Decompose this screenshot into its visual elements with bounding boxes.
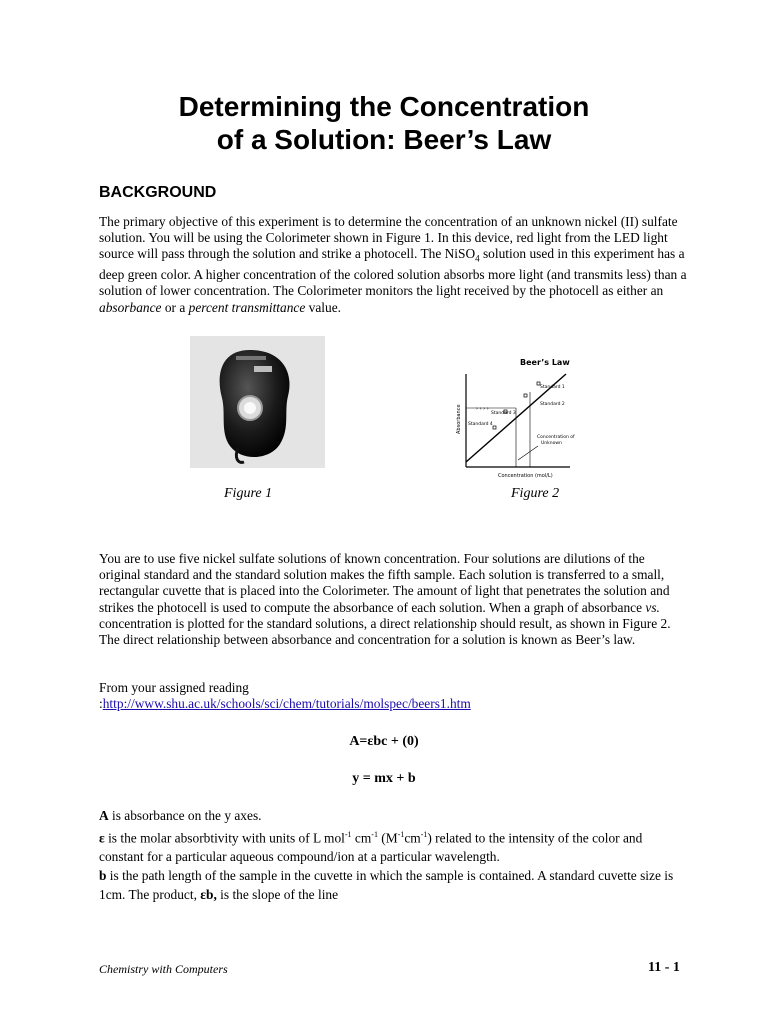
title-line-2: of a Solution: Beer’s Law [216,124,552,155]
standard-point [493,426,496,429]
paragraph-reading: From your assigned reading :http://www.shu.ac.uk/schools/sci/chem/tutorials/molspec/beers1.htm [99,680,689,712]
paragraph-definitions: A is absorbance on the y axes. ε is the molar absorbtivity with units of L mol$^{-1}$ $cm^{-1}$ $(M^{-1}cm^{-1})$ related to the intensity of the color and constant for a particular aqueous compound/ion at a particular wavelength. b is the path length of the sample in the cuvette in which the sample is contained. A standard cuvette size is 1cm. The product, εb, is the slope of the line [99,808,674,903]
colorimeter-photo [190,336,325,468]
x-axis-label: Concentration (mol/L) [498,473,553,479]
figure-2-caption: Figure 2 [511,486,560,501]
figure-1-caption: Figure 1 [224,486,273,501]
beers-law-equation: A=εbc + (0) [349,734,419,749]
footer-book-title: Chemistry with Computers [99,962,228,976]
arrow-marks: › › › › [476,406,489,412]
standard-point [524,394,527,397]
title-line-1: Determining the Concentration [178,91,590,122]
line-equation: y = mx + b [352,771,416,786]
colorimeter-icon [190,336,325,468]
beers-law-graph [452,352,622,482]
label-standard-2: Standard 2 [540,402,565,407]
unknown-pointer [518,446,538,460]
footer-page-number: 11 - 1 [648,960,680,975]
page-title [0,90,768,156]
label-standard-4: Standard 4 [468,422,493,427]
paragraph-intro: The primary objective of this experiment is to determine the concentration of an unknown nickel (II) sulfate solution. You will be using the Colorimeter shown in Figure 1. In this device, red light from the LED light source will pass through the solution and strike a photocell. The NiSO$_4$ solution used in this experiment has a deep green color. A higher concentration of the colored solution absorbs more light (and transmits less) than a solution of lower concentration. The Colorimeter monitors the light received by the photocell as either an absorbance or a percent transmittance value. [99,214,687,315]
section-heading: BACKGROUND [99,184,217,201]
reading-link[interactable]: http://www.shu.ac.uk/schools/sci/chem/tutorials/molspec/beers1.htm [102,696,471,712]
unknown-label-1: Concentration of [537,435,575,440]
paragraph-procedure: You are to use five nickel sulfate solutions of known concentration. Four solutions are dilutions of the original standard and the standard solution makes the fifth sample. Each solution is transferred to a small, rectangular cuvette that is placed into the Colorimeter. The amount of light that penetrates the solution and strikes the photocell is used to compute the absorbance of each solution. When a graph of absorbance vs. concentration is plotted for the standard solutions, a direct relationship should result, as shown in Figure 2. The direct relationship between absorbance and concentration for a solution is known as Beer’s law. [99,551,671,648]
y-axis-label: Absorbance [456,404,462,434]
unknown-label-2: Unknown [541,441,562,446]
graph-title: Beer’s Law [520,358,570,367]
label-standard-1: Standard 1 [540,385,565,390]
reading-intro: From your assigned reading [99,680,249,695]
label-standard-3: Standard 3 [491,411,516,416]
